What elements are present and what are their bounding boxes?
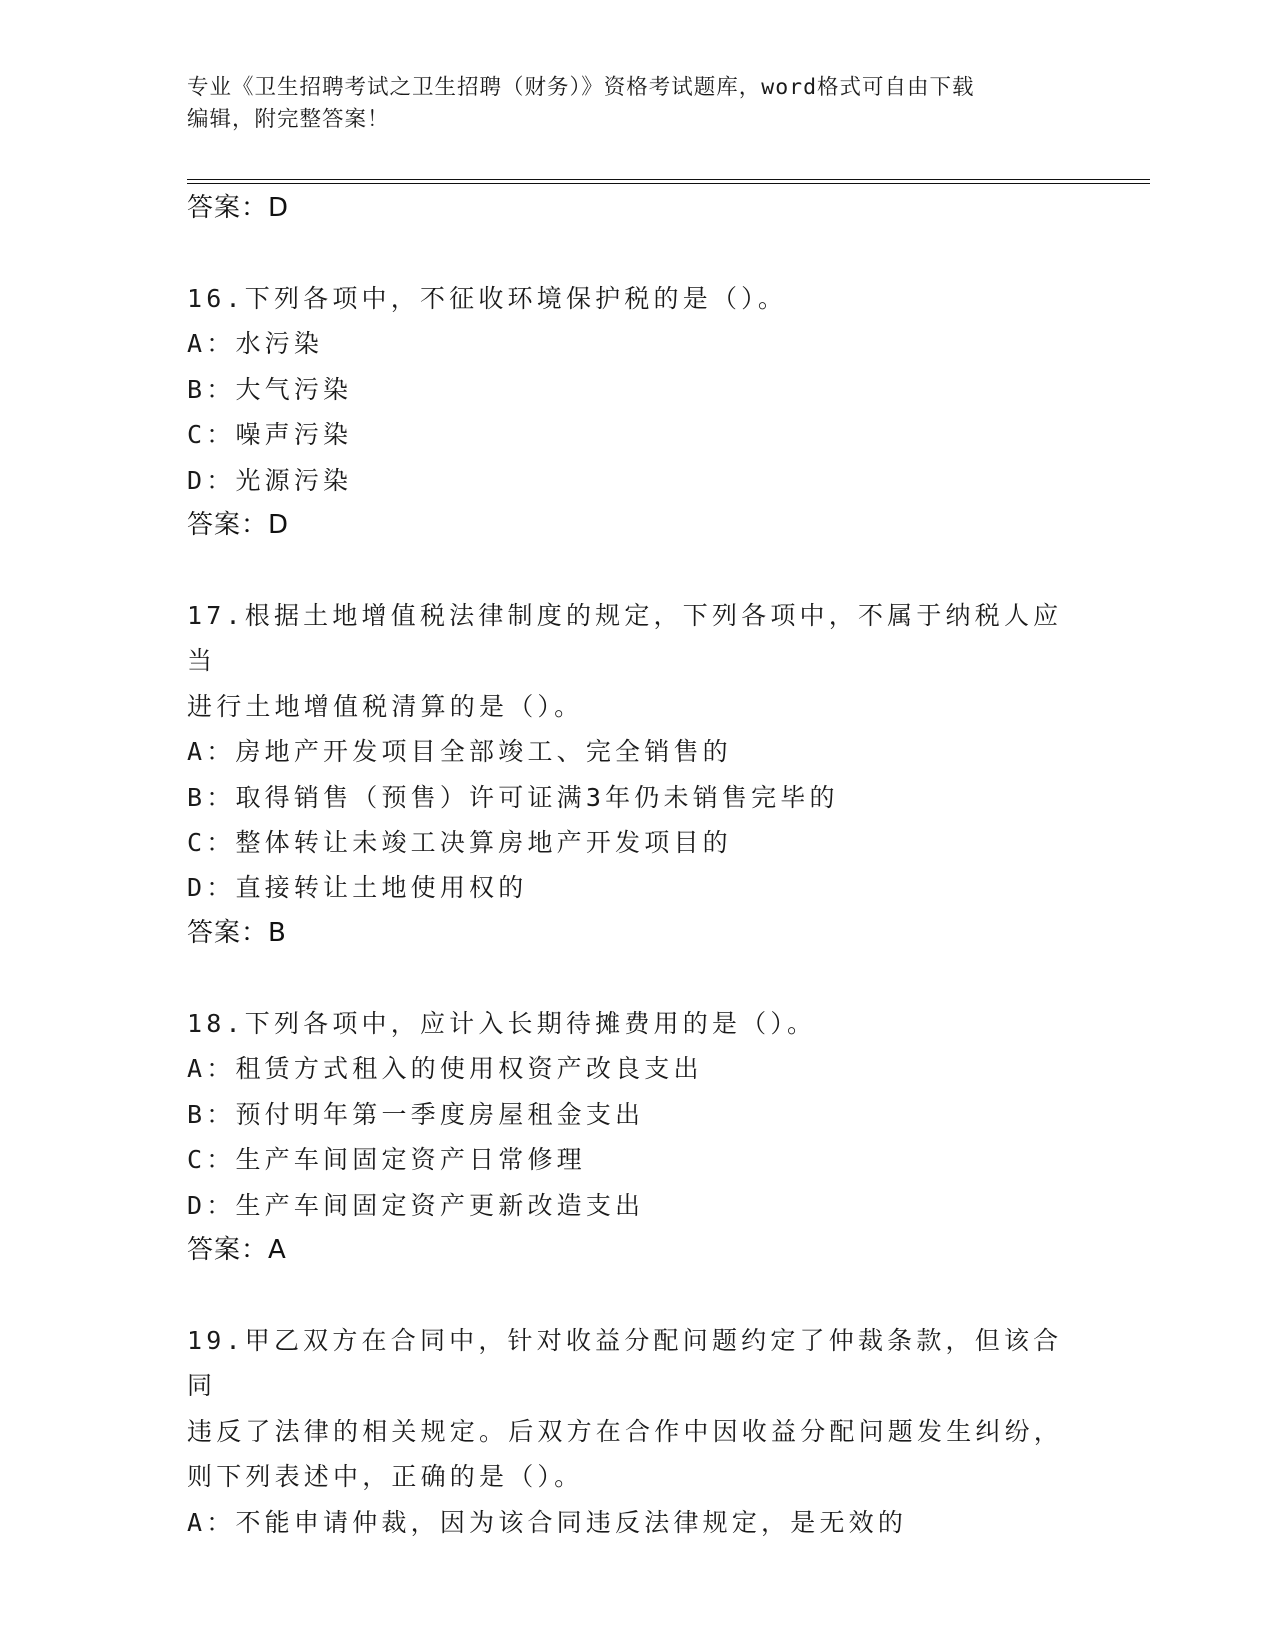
question-18 — [187, 1001, 1087, 1273]
question-19 — [187, 1318, 1087, 1545]
option-b: B：取得销售（预售）许可证满3年仍未销售完毕的 — [187, 782, 839, 812]
question-17 — [187, 593, 1087, 956]
question-text: 16.下列各项中，不征收环境保护税的是（）。 — [187, 284, 788, 313]
question-text: 则下列表述中，正确的是（）。 — [187, 1462, 584, 1492]
option-d: D：生产车间固定资产更新改造支出 — [187, 1190, 645, 1220]
header-line-1: 专业《卫生招聘考试之卫生招聘（财务）》资格考试题库，word格式可自由下载 — [187, 75, 975, 100]
question-16 — [187, 276, 1087, 548]
option-c: C：生产车间固定资产日常修理 — [187, 1145, 586, 1175]
answer-line: 答案：D — [187, 193, 290, 223]
question-text: 18.下列各项中，应计入长期待摊费用的是（）。 — [187, 1008, 817, 1038]
option-d: D：光源污染 — [187, 465, 353, 495]
option-a: A：不能申请仲裁，因为该合同违反法律规定，是无效的 — [187, 1507, 908, 1537]
question-text: 17.根据土地增值税法律制度的规定，下列各项中，不属于纳税人应当 — [187, 601, 1063, 676]
question-text: 违反了法律的相关规定。后双方在合作中因收益分配问题发生纠纷， — [187, 1416, 1064, 1446]
answer-line: 答案：D — [187, 510, 290, 541]
option-d: D：直接转让土地使用权的 — [187, 873, 528, 903]
option-b: B：预付明年第一季度房屋租金支出 — [187, 1099, 645, 1129]
header-divider-top — [187, 179, 1150, 180]
option-a: A：房地产开发项目全部竣工、完全销售的 — [187, 737, 732, 767]
answer-line: 答案：B — [187, 917, 287, 948]
answer-line: 答案：A — [187, 1234, 287, 1265]
option-c: C：整体转让未竣工决算房地产开发项目的 — [187, 828, 732, 858]
header-line-2: 编辑，附完整答案！ — [187, 107, 390, 132]
option-b: B：大气污染 — [187, 374, 353, 404]
document-body — [187, 186, 1087, 1545]
option-c: C：噪声污染 — [187, 420, 353, 450]
question-text: 19.甲乙双方在合同中，针对收益分配问题约定了仲裁条款，但该合同 — [187, 1325, 1063, 1401]
question-text: 进行土地增值税清算的是（）。 — [187, 691, 584, 721]
page-header — [187, 72, 1067, 136]
option-a: A：租赁方式租入的使用权资产改良支出 — [187, 1054, 703, 1084]
option-a: A：水污染 — [187, 329, 324, 359]
header-divider-bottom — [187, 183, 1150, 184]
